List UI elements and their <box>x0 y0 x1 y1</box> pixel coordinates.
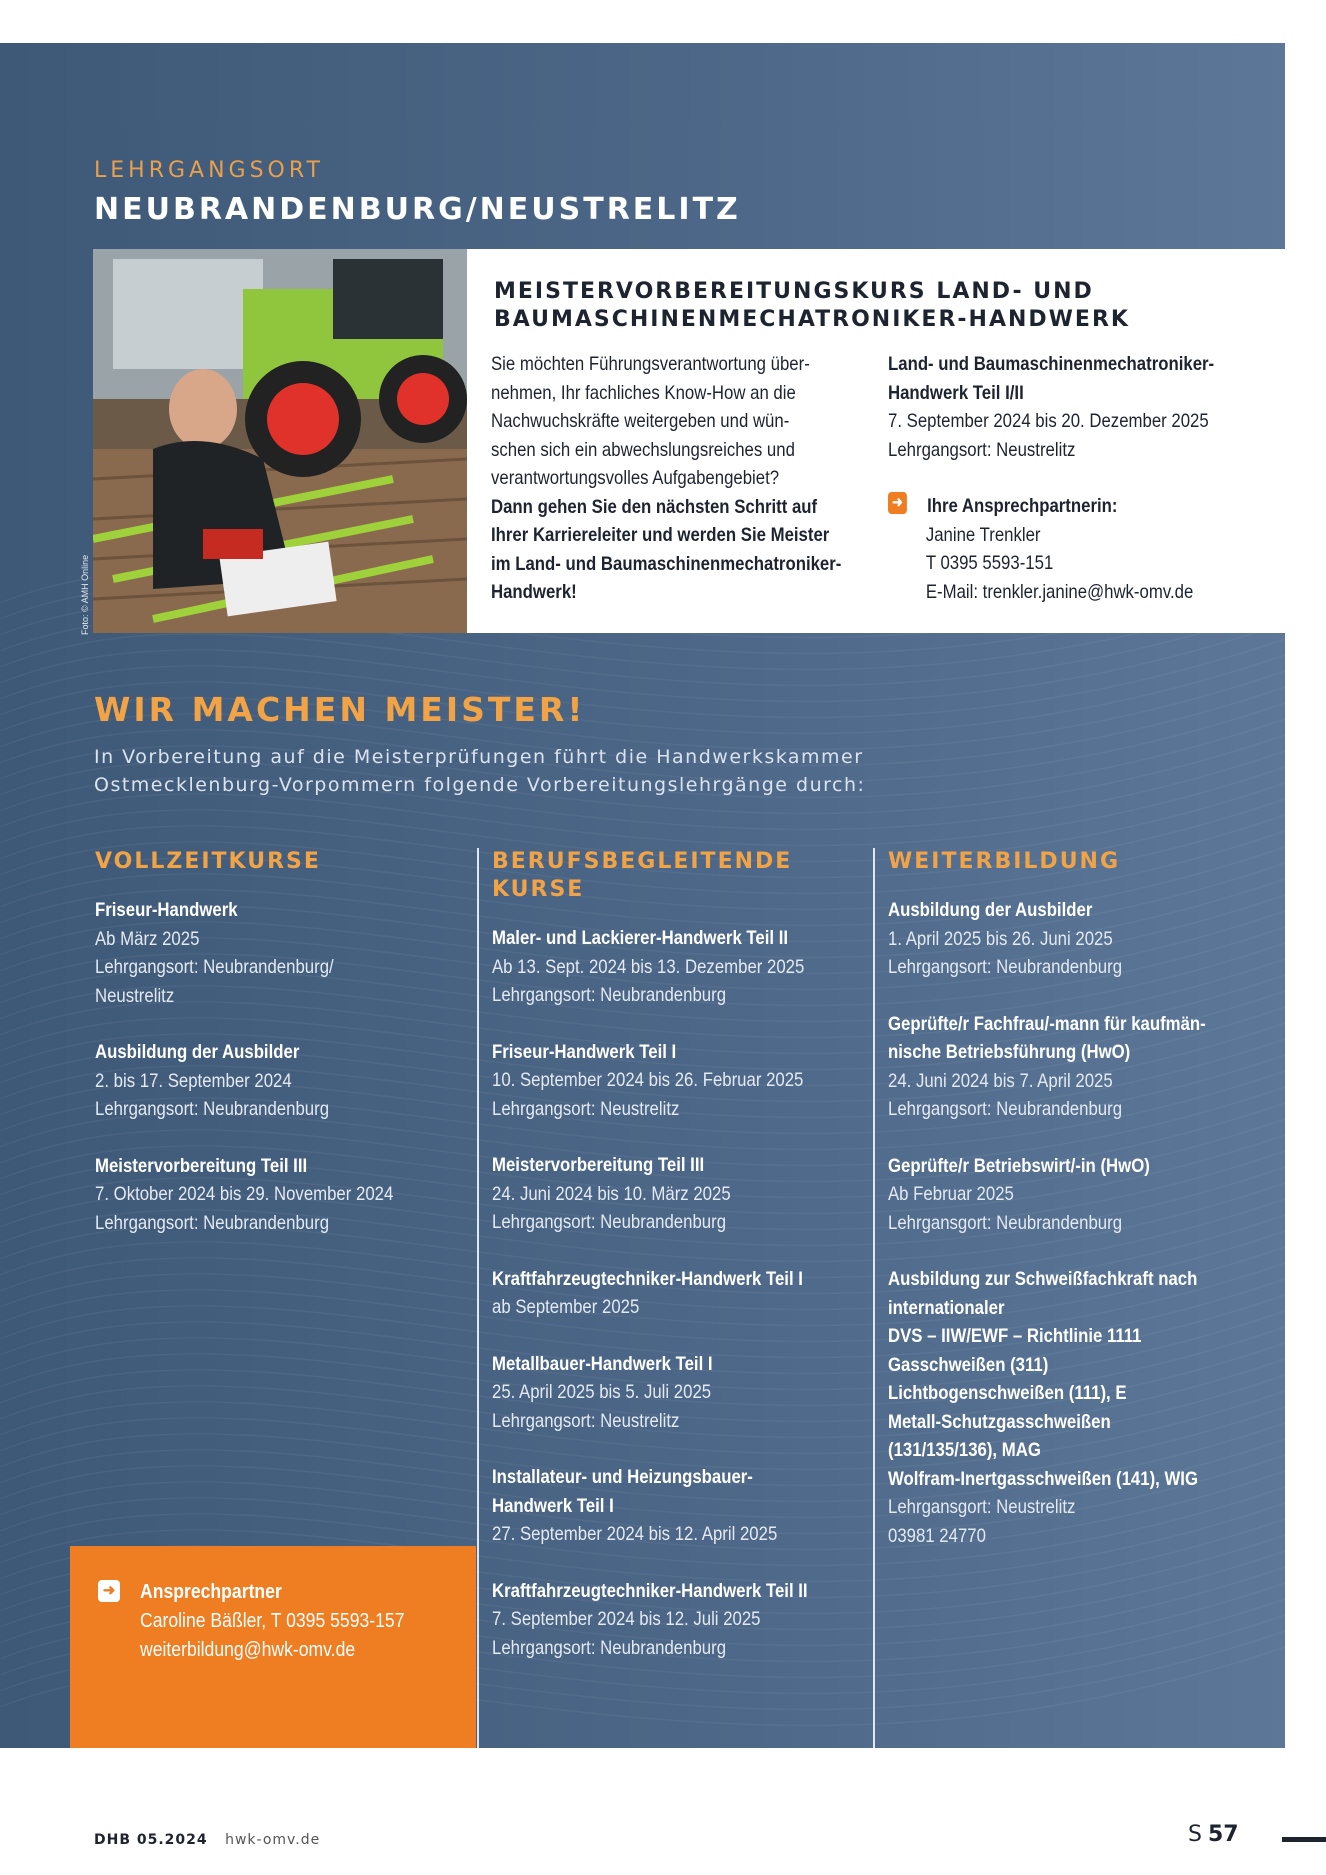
footer-issue: DHB 05.2024 <box>94 1832 208 1848</box>
course-entry-title: Installateur- und Heizungsbauer- <box>492 1466 753 1488</box>
course-entry-line: 24. Juni 2024 bis 7. April 2025 <box>888 1069 1113 1092</box>
footer-rule <box>1282 1837 1326 1842</box>
section-lead: In Vorbereitung auf die Meisterprüfungen führt die Handwerkskammer Ostmecklenburg-Vorpommern folgende Vorbereitungslehrgänge durch: <box>94 746 866 796</box>
course-entry-line: Ab Februar 2025 <box>888 1183 1014 1205</box>
course-entry-title: Handwerk Teil I <box>492 1494 614 1517</box>
intro-line: verantwortungsvolles Aufgabengebiet? <box>491 467 780 489</box>
column-weiterbildung <box>888 848 1308 1578</box>
course-entry-title: nische Betriebsführung (HwO) <box>888 1041 1131 1063</box>
course-entry <box>492 1038 888 1124</box>
intro-line: nehmen, Ihr fachliches Know-How an die <box>491 381 796 404</box>
course-intro <box>491 350 861 607</box>
page-title: NEUBRANDENBURG/NEUSTRELITZ <box>94 192 741 227</box>
course-entry-line: Lehrgansgort: Neustrelitz <box>888 1496 1076 1518</box>
detail-place: Lehrgangsort: Neustrelitz <box>888 438 1076 461</box>
contact-email[interactable]: E-Mail: trenkler.janine@hwk-omv.de <box>925 580 1194 603</box>
course-entry-line: 10. September 2024 bis 26. Februar 2025 <box>492 1069 804 1091</box>
column-heading: VOLLZEITKURSE <box>95 849 321 874</box>
course-entry-title: Kraftfahrzeugtechniker-Handwerk Teil I <box>492 1267 803 1290</box>
contact-text <box>140 1578 474 1665</box>
section-headline: WIR MACHEN MEISTER! <box>94 690 586 729</box>
course-entry-title: Meistervorbereitung Teil III <box>492 1154 705 1176</box>
course-entry-line: ab September 2025 <box>492 1296 640 1318</box>
course-entry-title: Metallbauer-Handwerk Teil I <box>492 1352 713 1375</box>
column-heading: BERUFSBEGLEITENDE KURSE <box>492 849 793 902</box>
course-entry-line: 24. Juni 2024 bis 10. März 2025 <box>492 1182 731 1205</box>
intro-bold-line: Ihrer Karriereleiter und werden Sie Meister <box>491 524 830 546</box>
course-entry-title: DVS – IIW/EWF – Richtlinie 1111 <box>888 1325 1142 1347</box>
course-entry-title: Wolfram-Inertgasschweißen (141), WIG <box>888 1467 1199 1490</box>
course-entry-line: Ab März 2025 <box>95 927 200 950</box>
detail-title-line2: Handwerk Teil I/II <box>888 381 1024 404</box>
course-entry <box>888 896 1284 982</box>
course-entry-title: Meistervorbereitung Teil III <box>95 1154 308 1177</box>
course-entry-line: 2. bis 17. September 2024 <box>95 1069 292 1092</box>
footer <box>94 1832 320 1848</box>
course-entry-title: (131/135/136), MAG <box>888 1439 1041 1461</box>
course-entry-line: Lehrgangsort: Neustrelitz <box>492 1409 680 1432</box>
footer-url[interactable]: hwk-omv.de <box>225 1832 321 1848</box>
course-entry-title: internationaler <box>888 1296 1005 1319</box>
course-entry-line: Neustrelitz <box>95 984 175 1007</box>
course-entry-line: Lehrgangsort: Neubrandenburg/ <box>95 956 334 978</box>
course-entry <box>492 1265 888 1322</box>
contact-phone: T 0395 5593-151 <box>925 552 1054 574</box>
course-entry-line: 25. April 2025 bis 5. Juli 2025 <box>492 1381 712 1403</box>
intro-bold-line: Handwerk! <box>491 581 577 603</box>
course-entry-line: Lehrgangsort: Neubrandenburg <box>95 1211 330 1234</box>
photo-credit: Foto: © AMH Online <box>80 554 90 635</box>
course-entry-line: Lehrgangsort: Neubrandenburg <box>95 1098 330 1120</box>
course-entry-title: Metall-Schutzgasschweißen <box>888 1410 1111 1433</box>
page-number: S 57 <box>1188 1822 1239 1847</box>
course-entry-title: Geprüfte/r Fachfrau/-mann für kaufmän- <box>888 1012 1206 1035</box>
contact-box-phone: Caroline Bäßler, T 0395 5593-157 <box>140 1610 405 1632</box>
arrow-right-icon: ➜ <box>98 1580 120 1602</box>
course-entry-title: Lichtbogenschweißen (111), E <box>888 1382 1127 1404</box>
course-entry <box>492 1463 888 1549</box>
contact-label: Ihre Ansprechpartnerin: <box>927 495 1118 517</box>
section-kicker: LEHRGANGSORT <box>94 158 324 183</box>
column-heading: WEITERBILDUNG <box>888 849 1121 874</box>
course-entry-line: Lehrgangsort: Neubrandenburg <box>492 984 727 1006</box>
course-entry-line: Lehrgansgort: Neubrandenburg <box>888 1211 1123 1234</box>
detail-title: Land- und Baumaschinenmechatroniker- <box>888 353 1215 375</box>
course-entry-line: 7. Oktober 2024 bis 29. November 2024 <box>95 1183 394 1205</box>
course-entry-title: Kraftfahrzeugtechniker-Handwerk Teil II <box>492 1579 808 1602</box>
course-entry <box>95 1038 491 1124</box>
detail-dates: 7. September 2024 bis 20. Dezember 2025 <box>888 410 1209 432</box>
course-entry <box>95 896 491 1010</box>
course-entry-title: Geprüfte/r Betriebswirt/-in (HwO) <box>888 1154 1150 1177</box>
intro-line: Sie möchten Führungsverantwortung über- <box>491 353 810 375</box>
course-entry-title: Ausbildung der Ausbilder <box>95 1041 300 1063</box>
course-details <box>888 350 1266 606</box>
intro-bold-line: Dann gehen Sie den nächsten Schritt auf <box>491 495 818 518</box>
course-entry <box>888 1010 1284 1124</box>
contact-name: Janine Trenkler <box>925 523 1041 546</box>
course-entry-title: Friseur-Handwerk Teil I <box>492 1040 677 1063</box>
intro-bold-line: im Land- und Baumaschinenmechatroniker- <box>491 552 842 575</box>
tractor-photo <box>93 249 467 633</box>
course-entry-line: 1. April 2025 bis 26. Juni 2025 <box>888 927 1113 950</box>
column-vollzeitkurse <box>95 848 515 1265</box>
arrow-right-icon: ➜ <box>888 492 907 514</box>
course-entry-title: Ausbildung der Ausbilder <box>888 899 1093 921</box>
course-entry-title: Ausbildung zur Schweißfachkraft nach <box>888 1268 1198 1290</box>
course-entry-line: 7. September 2024 bis 12. Juli 2025 <box>492 1608 761 1630</box>
course-entry-line: Ab 13. Sept. 2024 bis 13. Dezember 2025 <box>492 955 805 978</box>
intro-line: Nachwuchskräfte weitergeben und wün- <box>491 410 790 432</box>
contact-box <box>70 1546 476 1748</box>
intro-line: schen sich ein abwechslungsreiches und <box>491 438 795 461</box>
course-entry-line: Lehrgangsort: Neubrandenburg <box>492 1636 727 1659</box>
course-entry-line: Lehrgangsort: Neubrandenburg <box>888 1098 1123 1120</box>
course-entry-line: Lehrgangsort: Neubrandenburg <box>492 1211 727 1233</box>
contact-box-email[interactable]: weiterbildung@hwk-omv.de <box>140 1639 356 1661</box>
course-entry <box>95 1152 491 1238</box>
course-entry <box>492 1350 888 1436</box>
course-entry-title: Maler- und Lackierer-Handwerk Teil II <box>492 927 789 949</box>
column-berufsbegleitende-kurse <box>492 848 912 1690</box>
course-entry <box>492 924 888 1010</box>
course-entry <box>492 1151 888 1237</box>
course-entry <box>888 1265 1284 1550</box>
course-entry-line: Lehrgangsort: Neubrandenburg <box>888 956 1123 978</box>
course-entry <box>888 1152 1284 1238</box>
course-entry-line: 03981 24770 <box>888 1524 986 1547</box>
course-entry-line: Lehrgangsort: Neustrelitz <box>492 1097 680 1120</box>
course-entry <box>492 1577 888 1663</box>
contact-box-label: Ansprechpartner <box>140 1581 282 1603</box>
course-title: MEISTERVORBEREITUNGSKURS LAND- UND BAUMASCHINENMECHATRONIKER-HANDWERK <box>494 279 1130 332</box>
course-entry-title: Friseur-Handwerk <box>95 899 238 921</box>
course-entry-title: Gasschweißen (311) <box>888 1353 1049 1376</box>
course-entry-line: 27. September 2024 bis 12. April 2025 <box>492 1523 778 1545</box>
